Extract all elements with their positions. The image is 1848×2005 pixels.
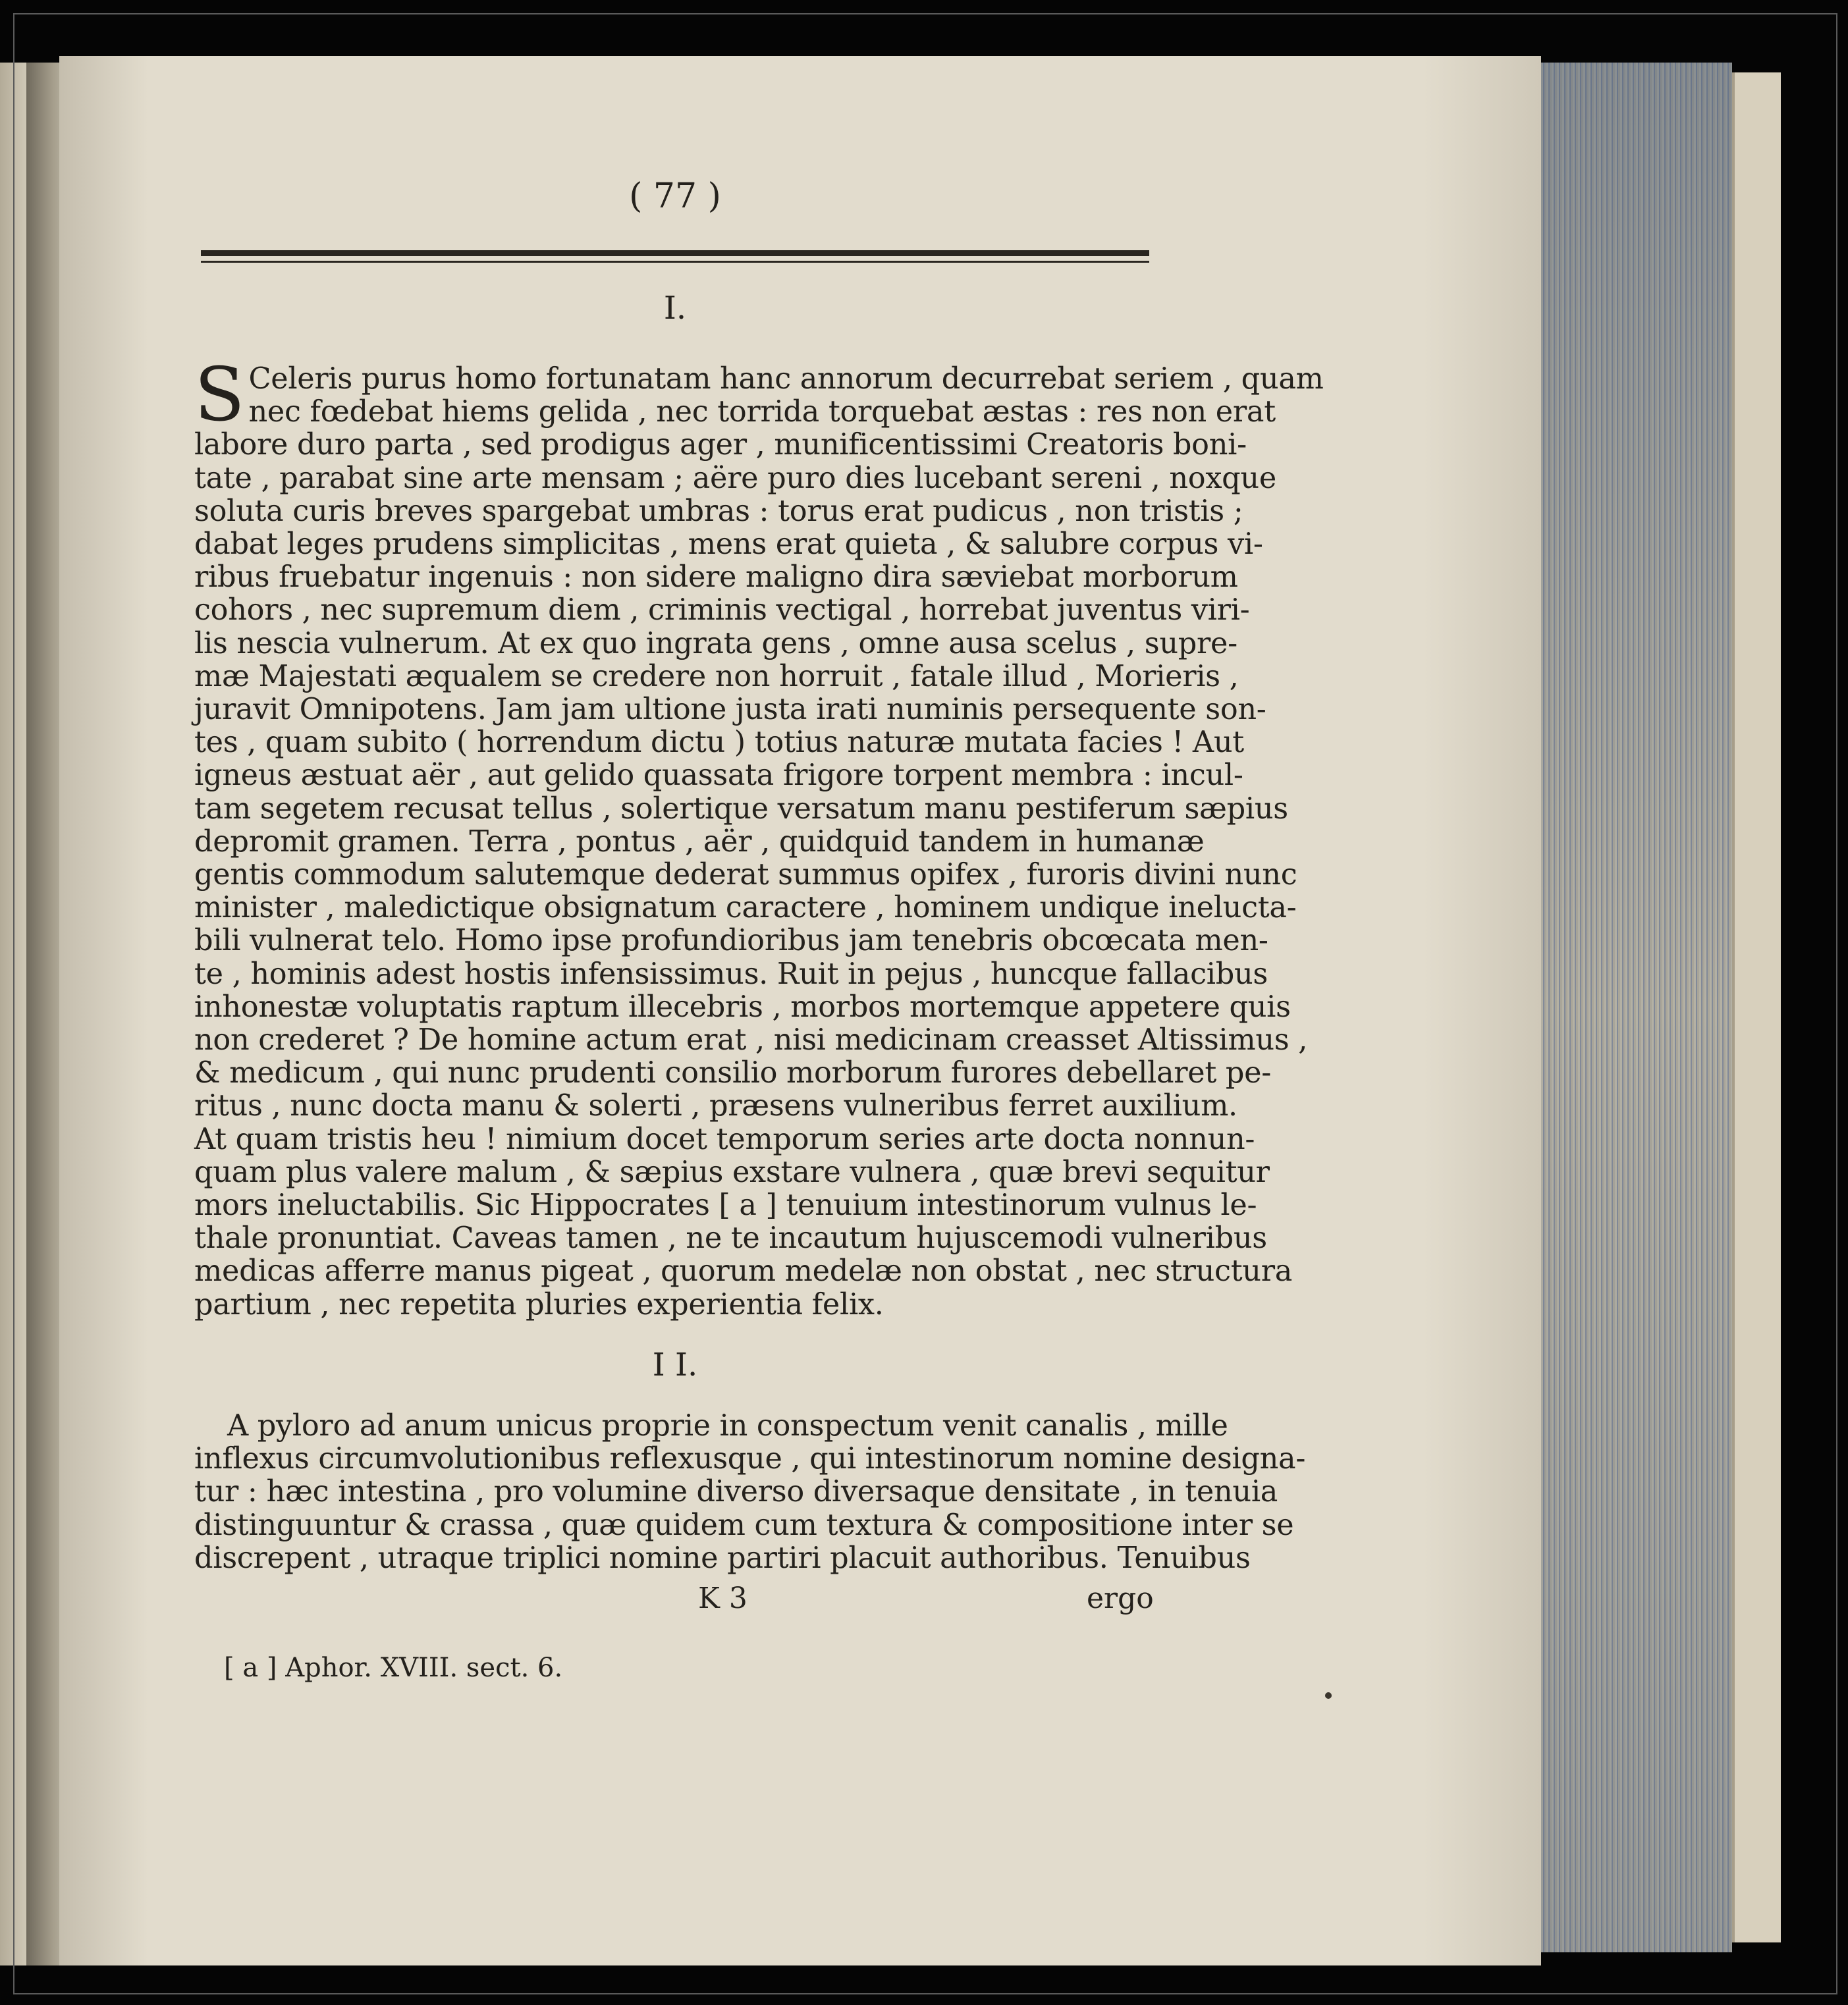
text-line: mæ Majestati æqualem se credere non horruit , fatale illud , Morieris , xyxy=(194,658,1239,693)
text-line: soluta curis breves spargebat umbras : torus erat pudicus , non tristis ; xyxy=(194,493,1243,528)
text-line: cohors , nec supremum diem , criminis vectigal , horrebat juventus viri- xyxy=(194,593,1250,628)
text-line: At quam tristis heu ! nimium docet temporum series arte docta nonnun- xyxy=(194,1121,1255,1156)
dropcap: S xyxy=(194,352,245,438)
text-line: & medicum , qui nunc prudenti consilio morborum furores debellaret pe- xyxy=(194,1056,1272,1090)
text-line: partium , nec repetita pluries experientia felix. xyxy=(194,1287,884,1322)
text-line: tam segetem recusat tellus , solertique versatum manu pestiferum sæpius xyxy=(194,791,1288,826)
ink-speck xyxy=(1325,1692,1332,1699)
text-line: igneus æstuat aër , aut gelido quassata frigore torpent membra : incul- xyxy=(194,758,1243,793)
text-line: ribus fruebatur ingenuis : non sidere maligno dira sæviebat morborum xyxy=(194,560,1238,595)
section-heading-2: I I. xyxy=(652,1347,698,1383)
text-line: tate , parabat sine arte mensam ; aëre puro dies lucebant sereni , noxque xyxy=(194,460,1276,495)
book-cover-board xyxy=(1732,72,1781,1942)
text-line: nec fœdebat hiems gelida , nec torrida torquebat æstas : res non erat xyxy=(248,394,1276,429)
text-line: tur : hæc intestina , pro volumine diverso diversaque densitate , in tenuia xyxy=(194,1474,1278,1509)
text-line: discrepent , utraque triplici nomine partiri placuit authoribus. Tenuibus xyxy=(194,1540,1251,1575)
text-line: te , hominis adest hostis infensissimus. Ruit in pejus , huncque fallacibus xyxy=(194,956,1268,991)
text-line: non crederet ? De homine actum erat , nisi medicinam creasset Altissimus , xyxy=(194,1023,1308,1057)
section-1-body xyxy=(194,352,1324,1322)
left-page-edge xyxy=(0,63,26,1965)
footnote: [ a ] Aphor. XVIII. sect. 6. xyxy=(224,1653,563,1683)
text-line: dabat leges prudens simplicitas , mens erat quieta , & salubre corpus vi- xyxy=(194,527,1263,562)
text-line: inhonestæ voluptatis raptum illecebris , morbos mortemque appetere quis xyxy=(194,989,1291,1024)
text-line: A pyloro ad anum unicus proprie in conspectum venit canalis , mille xyxy=(227,1408,1228,1443)
text-line: minister , maledictique obsignatum caractere , hominem undique ineluctа- xyxy=(194,890,1297,925)
page-edges xyxy=(1541,63,1732,1952)
text-line: lis nescia vulnerum. At ex quo ingrata gens , omne ausa scelus , supre- xyxy=(194,626,1237,660)
text-line: gentis commodum salutemque dederat summus opifex , furoris divini nunc xyxy=(194,857,1297,892)
text-line: mors ineluctabilis. Sic Hippocrates [ a ] tenuium intestinorum vulnus le- xyxy=(194,1188,1257,1223)
page-number: ( 77 ) xyxy=(629,176,721,216)
text-line: depromit gramen. Terra , pontus , aër , quidquid tandem in humanæ xyxy=(194,824,1205,859)
text-line: medicas afferre manus pigeat , quorum medelæ non obstat , nec structura xyxy=(194,1254,1293,1289)
text-line: inflexus circumvolutionibus reflexusque , qui intestinorum nomine designa- xyxy=(194,1441,1306,1476)
signature-mark: K 3 xyxy=(698,1582,747,1615)
text-line: quam plus valere malum , & sæpius exstare vulnera , quæ brevi sequitur xyxy=(194,1154,1270,1189)
text-line: Celeris purus homo fortunatam hanc annorum decurrebat seriem , quam xyxy=(248,361,1324,396)
text-line: thale pronuntiat. Caveas tamen , ne te incautum hujuscemodi vulneribus xyxy=(194,1221,1267,1256)
text-line: distinguuntur & crassa , quæ quidem cum textura & compositione inter se xyxy=(194,1507,1294,1542)
header-rule xyxy=(201,250,1149,263)
section-heading-1: I. xyxy=(663,290,687,327)
text-line: tes , quam subito ( horrendum dictu ) totius naturæ mutata facies ! Aut xyxy=(194,725,1244,760)
text-line: ritus , nunc docta manu & solerti , præsens vulneribus ferret auxilium. xyxy=(194,1088,1237,1123)
text-line: bili vulnerat telo. Homo ipse profundioribus jam tenebris obcœcata men- xyxy=(194,923,1268,958)
text-line: juravit Omnipotens. Jam jam ultione justa irati numinis persequente son- xyxy=(194,692,1266,727)
text-line: labore duro parta , sed prodigus ager , munificentissimi Creatoris boni- xyxy=(194,427,1247,462)
catchword: ergo xyxy=(1087,1582,1154,1615)
section-2-body xyxy=(194,1408,1306,1575)
